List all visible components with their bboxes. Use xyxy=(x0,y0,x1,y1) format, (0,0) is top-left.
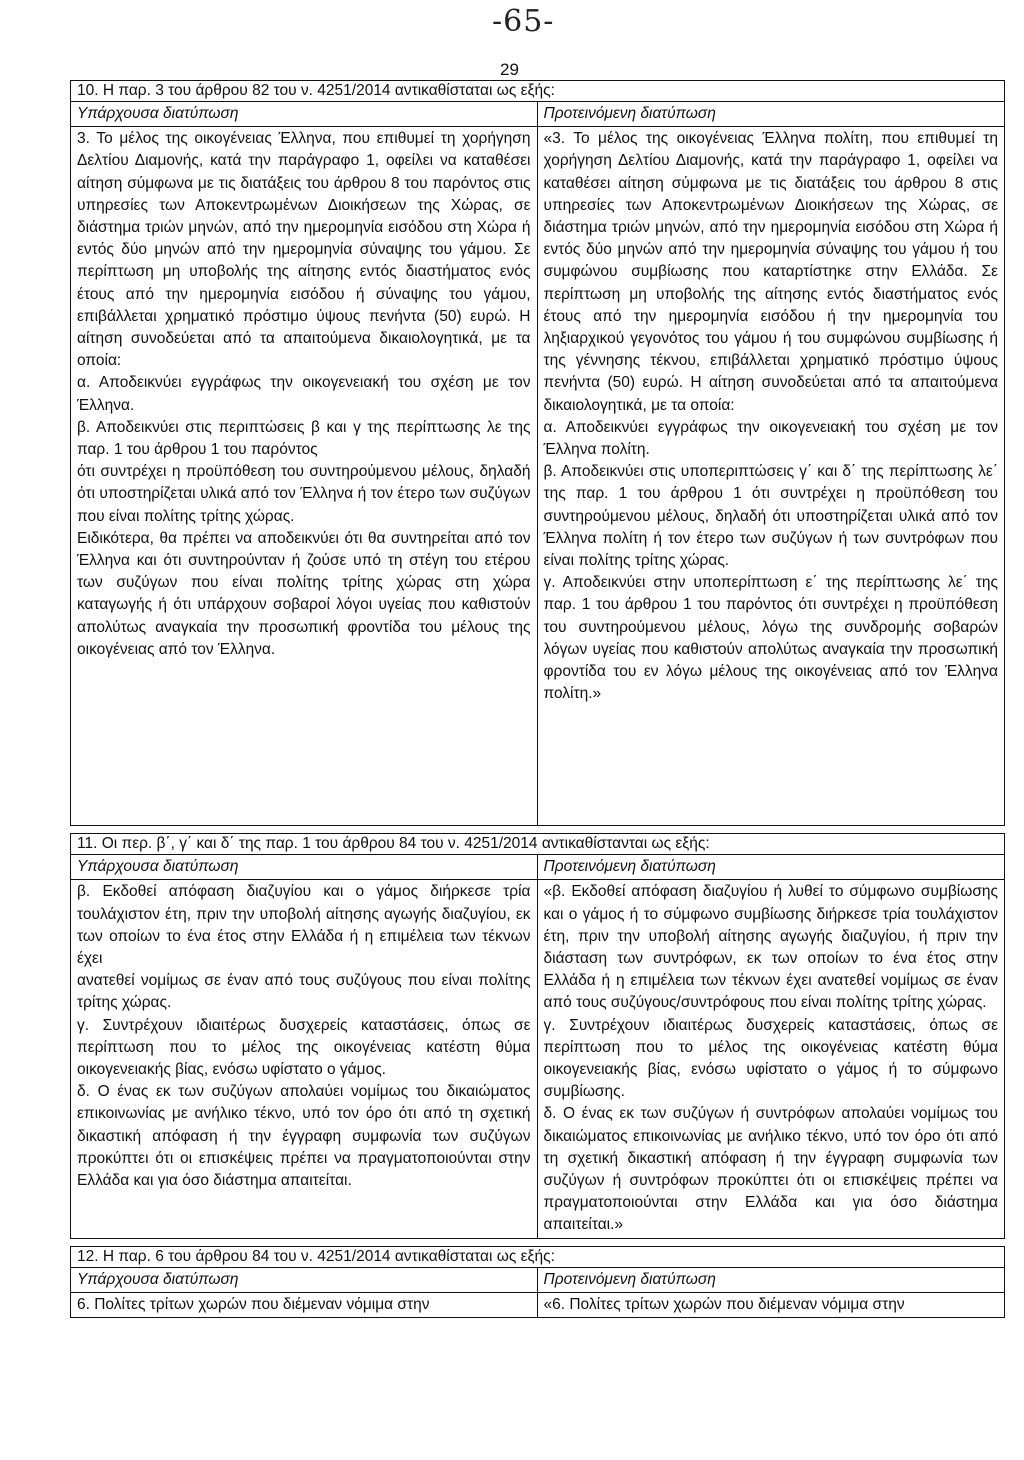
paragraph: β. Εκδοθεί απόφαση διαζυγίου και ο γάμος διήρκεσε τρία τουλάχιστον έτη, πριν την υποβολή αίτησης αγωγής διαζυγίου, εκ των οποίων το ένα έτος στην Ελλάδα ή η επιμέλεια των τέκνων έχει xyxy=(77,883,531,968)
paragraph: Ειδικότερα, θα πρέπει να αποδεικνύει ότι θα συντηρείται από τον Έλληνα και ότι συντηρούνταν ή ζούσε υπό τη στέγη του ετέρου των συζύγων που είναι πολίτης τρίτης χώρας στη χώρα καταγωγής ή ότι υπάρχουν σοβαροί λόγοι υγείας που καθιστούν απολύτως αναγκαία την προσωπική φροντίδα του μέλους της οικογένειας από τον Έλληνα. xyxy=(77,529,531,658)
proposed-wording-column xyxy=(538,1293,1005,1317)
handwritten-page-mark: -65- xyxy=(492,4,555,39)
document-body xyxy=(70,80,1005,1325)
column-header-row xyxy=(71,855,1004,880)
existing-wording-column xyxy=(71,880,538,1237)
column-header-row xyxy=(71,102,1004,127)
paragraph: γ. Συντρέχουν ιδιαιτέρως δυσχερείς καταστάσεις, όπως σε περίπτωση που το μέλος της οικογένειας κατέστη θύμα οικογενειακής βίας, ενόσω υφίστατο ο γάμος. xyxy=(77,1016,531,1079)
column-header-row xyxy=(71,1268,1004,1293)
paragraph: α. Αποδεικνύει εγγράφως την οικογενειακή του σχέση με τον Έλληνα. xyxy=(77,374,531,414)
existing-wording-column xyxy=(71,1293,538,1317)
wording-row xyxy=(71,880,1004,1237)
proposed-wording-header: Προτεινόμενη διατύπωση xyxy=(538,102,1005,127)
paragraph: δ. Ο ένας εκ των συζύγων ή συντρόφων απολαύει νομίμως του δικαιώματος επικοινωνίας με ανήλικο τέκνο, υπό τον όρο ότι από τη σχετική δικαστική απόφαση ή την έγγραφη συμφωνία των συζύγων ή συντρόφων προκύπτει ότι οι επισκέψεις πρέπει να πραγματοποιούνται στην Ελλάδα και για όσο διάστημα απαιτείται.» xyxy=(543,1105,998,1234)
existing-wording-header: Υπάρχουσα διατύπωση xyxy=(71,855,538,880)
paragraph: «β. Εκδοθεί απόφαση διαζυγίου ή λυθεί το σύμφωνο συμβίωσης και ο γάμος ή το σύμφωνο συμβίωσης διήρκεσε τρία τουλάχιστον έτη, πριν την υποβολή αίτησης αγωγής διαζυγίου, ή πριν την διάσταση των συντρόφων, εκ των οποίων το ένα έτος στην Ελλάδα ή η επιμέλεια των τέκνων έχει ανατεθεί νομίμως σε έναν από τους συζύγους/συντρόφους που είναι πολίτης τρίτης χώρας. xyxy=(543,883,998,1012)
wording-row xyxy=(71,1293,1004,1317)
paragraph: 6. Πολίτες τρίτων χωρών που διέμεναν νόμιμα στην xyxy=(77,1295,430,1313)
amendment-section-10 xyxy=(70,80,1005,826)
amendment-section-11 xyxy=(70,833,1005,1238)
paragraph: «6. Πολίτες τρίτων χωρών που διέμεναν νόμιμα στην xyxy=(543,1295,905,1313)
page-number: 29 xyxy=(500,60,519,79)
existing-wording-header: Υπάρχουσα διατύπωση xyxy=(71,1268,538,1293)
amendment-section-12 xyxy=(70,1246,1005,1318)
paragraph: δ. Ο ένας εκ των συζύγων απολαύει νομίμως του δικαιώματος επικοινωνίας με ανήλικο τέκνο, υπό τον όρο ότι από τη σχετική δικαστική απόφαση ή την έγγραφη συμφωνία των συζύγων προκύπτει ότι οι επισκέψεις πρέπει να πραγματοποιούνται στην Ελλάδα και για όσο διάστημα απαιτείται. xyxy=(77,1083,531,1190)
section-title: 12. Η παρ. 6 του άρθρου 84 του ν. 4251/2014 αντικαθίσταται ως εξής: xyxy=(71,1247,1004,1268)
existing-wording-column xyxy=(71,127,538,825)
proposed-wording-header: Προτεινόμενη διατύπωση xyxy=(538,855,1005,880)
section-title: 11. Οι περ. β΄, γ΄ και δ΄ της παρ. 1 του άρθρου 84 του ν. 4251/2014 αντικαθίστανται ως εξής: xyxy=(71,834,1004,855)
wording-row xyxy=(71,127,1004,825)
proposed-wording-column xyxy=(538,880,1005,1237)
paragraph: β. Αποδεικνύει στις περιπτώσεις β και γ της περίπτωσης λε της παρ. 1 του άρθρου 1 του παρόντος xyxy=(77,418,531,459)
paragraph: α. Αποδεικνύει εγγράφως την οικογενειακή του σχέση με τον Έλληνα πολίτη. xyxy=(543,418,998,459)
proposed-wording-column xyxy=(538,127,1005,825)
section-title: 10. Η παρ. 3 του άρθρου 82 του ν. 4251/2014 αντικαθίσταται ως εξής: xyxy=(71,81,1004,102)
paragraph: «3. Το μέλος της οικογένειας Έλληνα πολίτη, που επιθυμεί τη χορήγηση Δελτίου Διαμονής, κατά την παράγραφο 1, οφείλει να καταθέσει αίτηση σύμφωνα με τις διατάξεις του άρθρου 8 στις υπηρεσίες των Αποκεντρωμένων Διοικήσεων της Χώρας, σε διάστημα τριών μηνών, από την ημερομηνία εισόδου στη Χώρα ή εντός δύο μηνών από την ημερομηνία σύναψης του γάμου ή του συμφώνου συμβίωσης που καταρτίστηκε στην Ελλάδα. Σε περίπτωση μη υποβολής της αίτησης εντός διαστήματος ενός έτους από την ημερομηνία εισόδου ή την ημερομηνία του ληξιαρχικού γεγονότος του γάμου ή του συμφώνου συμβίωσης ή της γέννησης τέκνου, επιβάλλεται χρηματικό πρόστιμο ύψους πενήντα (50) ευρώ. Η αίτηση συνοδεύεται από τα απαιτούμενα δικαιολογητικά, με τα οποία: xyxy=(543,130,998,414)
paragraph: β. Αποδεικνύει στις υποπεριπτώσεις γ΄ και δ΄ της περίπτωσης λε΄ της παρ. 1 του άρθρου 1 ότι συντρέχει η προϋπόθεση του συντηρούμενου μέλους, δηλαδή ότι υποστηρίζεται υλικά από τον Έλληνα πολίτη ή τον έτερο των συζύγων ή των συντρόφων που είναι πολίτης τρίτης χώρας. xyxy=(543,463,998,570)
paragraph: γ. Αποδεικνύει στην υποπερίπτωση ε΄ της περίπτωσης λε΄ της παρ. 1 του άρθρου 1 του παρόντος ότι συντρέχει η προϋπόθεση του συντηρούμενου μέλους, λόγω της συνδρομής σοβαρών λόγων υγείας που καθιστούν απολύτως αναγκαία την προσωπική φροντίδα του εν λόγω μέλους της οικογένειας από τον Έλληνα πολίτη.» xyxy=(543,574,998,703)
proposed-wording-header: Προτεινόμενη διατύπωση xyxy=(538,1268,1005,1293)
paragraph: γ. Συντρέχουν ιδιαιτέρως δυσχερείς καταστάσεις, όπως σε περίπτωση που το μέλος της οικογένειας κατέστη θύμα οικογενειακής βίας, ενόσω υφίστατο ο γάμος ή το σύμφωνο συμβίωσης. xyxy=(543,1016,998,1101)
paragraph: ότι συντρέχει η προϋπόθεση του συντηρούμενου μέλους, δηλαδή ότι υποστηρίζεται υλικά από τον Έλληνα ή τον έτερο των συζύγων που είναι πολίτης τρίτης χώρας. xyxy=(77,463,531,525)
existing-wording-header: Υπάρχουσα διατύπωση xyxy=(71,102,538,127)
paragraph: 3. Το μέλος της οικογένειας Έλληνα, που επιθυμεί τη χορήγηση Δελτίου Διαμονής, κατά την παράγραφο 1, οφείλει να καταθέσει αίτηση σύμφωνα με τις διατάξεις του άρθρου 8 του παρόντος στις υπηρεσίες των Αποκεντρωμένων Διοικήσεων της Χώρας, σε διάστημα τριών μηνών, από την ημερομηνία εισόδου στη Χώρα ή εντός δύο μηνών από την ημερομηνία σύναψης του γάμου. Σε περίπτωση μη υποβολής της αίτησης εντός διαστήματος ενός έτους από την ημερομηνία εισόδου ή σύναψης του γάμου, επιβάλλεται χρηματικό πρόστιμο ύψους πενήντα (50) ευρώ. Η αίτηση συνοδεύεται από τα απαιτούμενα δικαιολογητικά, με τα οποία: xyxy=(77,130,531,370)
paragraph: ανατεθεί νομίμως σε έναν από τους συζύγους που είναι πολίτης τρίτης χώρας. xyxy=(77,972,531,1012)
